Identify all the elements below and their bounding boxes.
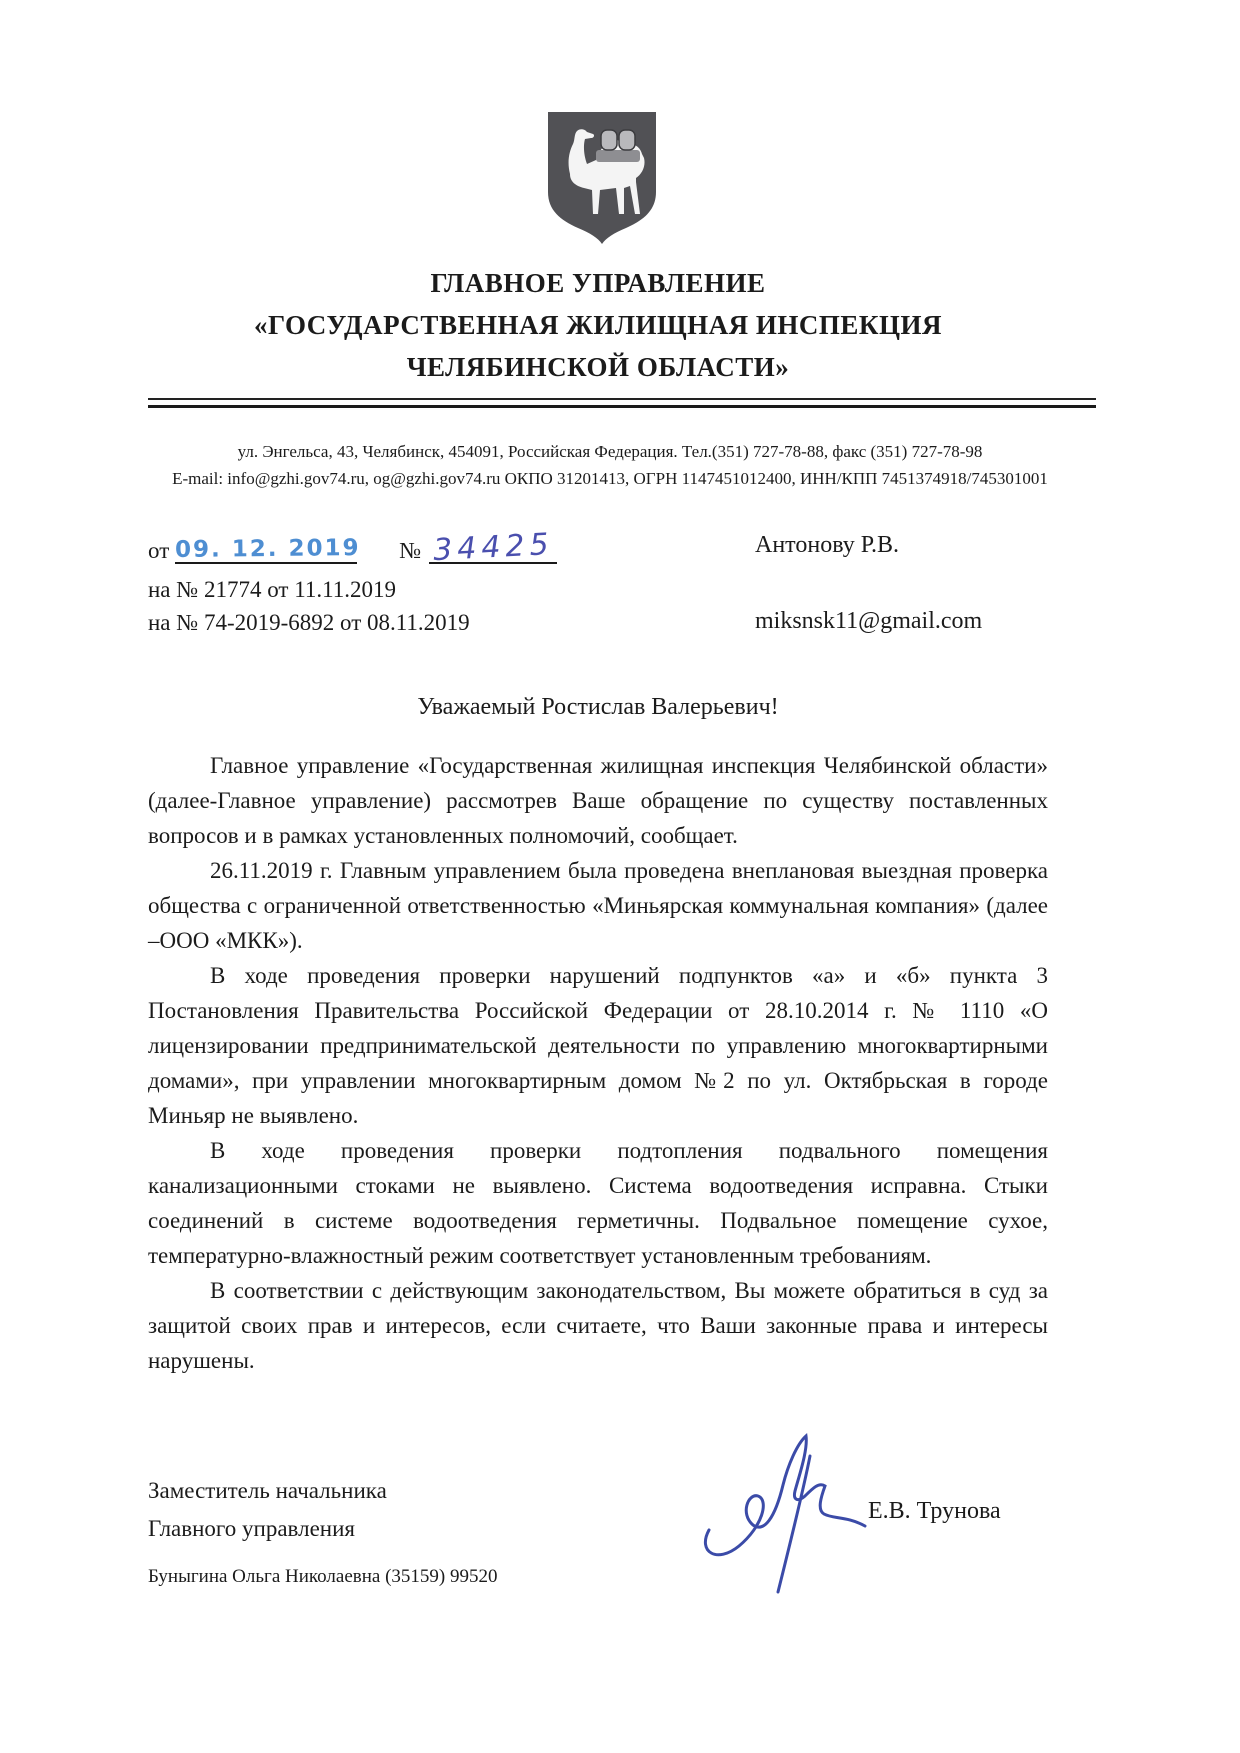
date-stamp: 09. 12. 2019 [175, 535, 361, 563]
org-title-line2: «ГОСУДАРСТВЕННАЯ ЖИЛИЩНАЯ ИНСПЕКЦИЯ [253, 310, 943, 340]
body-paragraph-1: Главное управление «Государственная жилищная инспекция Челябинской области» (далее-Главное управление) рассмотрев Ваше обращение по существу поставленных вопросов и в рамках установленных полномочий, сообщает. [148, 753, 1048, 848]
date-stamp-slot [175, 535, 361, 564]
org-title-line3: ЧЕЛЯБИНСКОЙ ОБЛАСТИ» [406, 352, 790, 382]
coat-of-arms-emblem [540, 106, 664, 250]
reference-block [148, 524, 557, 639]
signer-title-line2: Главного управления [148, 1516, 355, 1541]
from-label: от [148, 538, 170, 563]
body-paragraph-2: 26.11.2019 г. Главным управлением была проведена внеплановая выездная проверка общества с ограниченной ответственностью «Миньярская коммунальная компания» (далее –ООО «МКК»). [148, 858, 1048, 953]
executor-contact: Буныгина Ольга Николаевна (35159) 99520 [148, 1566, 498, 1587]
body-paragraph-5: В соответствии с действующим законодательством, Вы можете обратиться в суд за защитой своих прав и интересов, если считаете, что Ваши законные права и интересы нарушены. [148, 1278, 1048, 1373]
incoming-reference-1: на № 21774 от 11.11.2019 [148, 577, 397, 602]
body-paragraph-4: В ходе проведения проверки подтопления подвального помещения канализационными стоками не выявлено. Система водоотведения исправна. Стыки соединений в системе водоотведения герметичны. Подвальное помещение сухое, температурно-влажностный режим соответствует установленным требованиям. [148, 1138, 1048, 1268]
number-slot [429, 526, 557, 569]
camel-shield-icon [540, 106, 664, 250]
outgoing-reference-line [148, 524, 557, 569]
signature-ink [695, 1430, 870, 1600]
letterhead-contacts [130, 438, 1090, 492]
letter-body [148, 748, 1048, 1378]
org-title-line1: ГЛАВНОЕ УПРАВЛЕНИЕ [430, 268, 766, 298]
incoming-reference-2: на № 74-2019-6892 от 08.11.2019 [148, 610, 470, 635]
signer-name: Е.В. Трунова [868, 1498, 1001, 1524]
contact-address-line: ул. Энгельса, 43, Челябинск, 454091, Российская Федерация. Тел.(351) 727-78-88, факс (351) 727-78-98 [237, 442, 983, 461]
number-label: № [399, 538, 422, 563]
signature-stroke-icon [695, 1430, 870, 1600]
recipient-email: miksnsk11@gmail.com [755, 608, 983, 634]
body-paragraph-3: В ходе проведения проверки нарушений подпунктов «а» и «б» пункта 3 Постановления Правительства Российской Федерации от 28.10.2014 г. № 1110 «О лицензировании предпринимательской деятельности по управлению многоквартирными домами», при управлении многоквартирным домом №2 по ул. Октябрьская в городе Миньяр не выявлено. [148, 963, 1048, 1128]
signer-title [148, 1472, 387, 1548]
recipient-name: Антонову Р.В. [755, 532, 900, 558]
contact-email-line: E-mail: info@gzhi.gov74.ru, og@gzhi.gov74.ru ОКПО 31201413, ОГРН 1147451012400, ИНН/КПП 7451374918/745301001 [172, 469, 1048, 488]
letterhead-title [148, 262, 1048, 388]
handwritten-number: 34425 [432, 526, 555, 569]
header-divider [148, 398, 1096, 408]
signer-title-line1: Заместитель начальника [148, 1478, 387, 1503]
salutation: Уважаемый Ростислав Валерьевич! [417, 694, 779, 720]
